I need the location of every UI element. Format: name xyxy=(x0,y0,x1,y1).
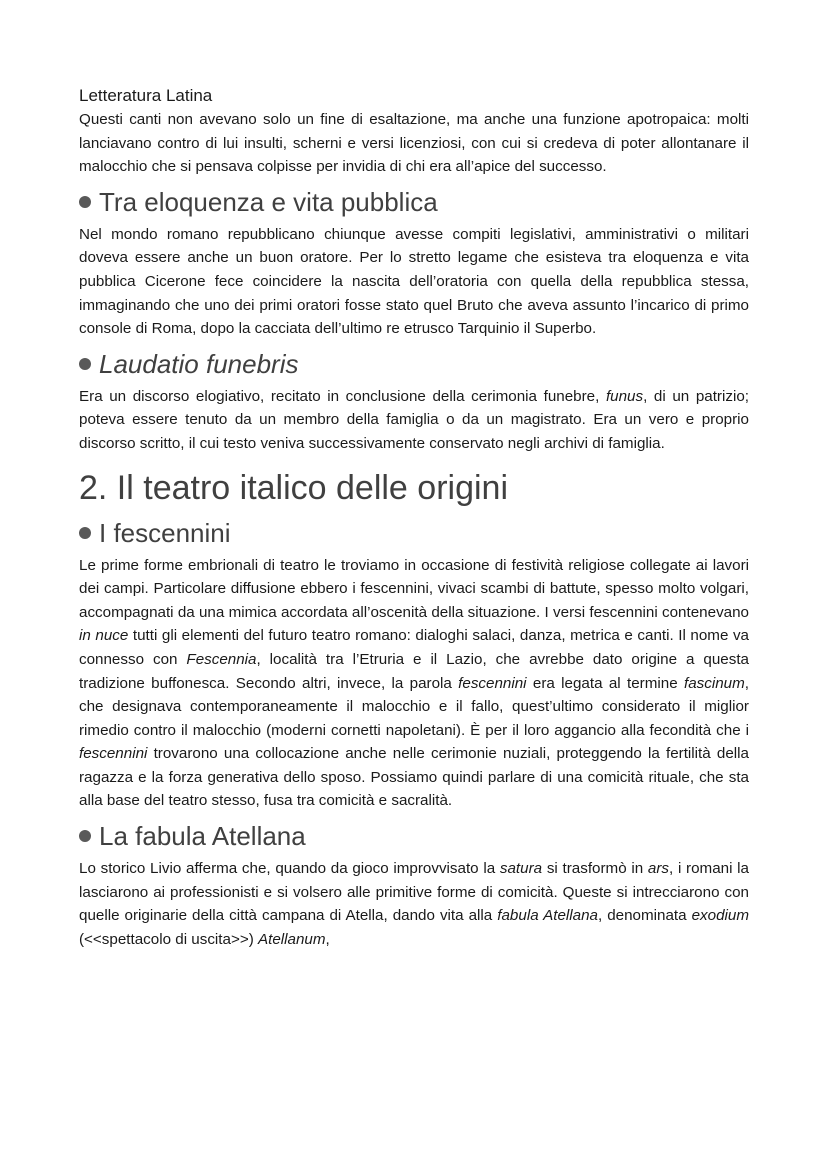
text-run: era legata al termine xyxy=(526,674,684,692)
text-run: , località tra l’Etruria e il Lazio, che avrebbe dato origine a questa tradizione buffonesca. Secondo altri, invece, la parola xyxy=(79,650,749,692)
text-run: (<<spettacolo di uscita>>) xyxy=(79,930,258,948)
paragraph-eloquenza: Nel mondo romano repubblicano chiunque avesse compiti legislativi, amministrativi o militari doveva essere anche un buon oratore. Per lo stretto legame che esisteva tra eloquenza e vita pubblica Cicerone fece coincidere la nascita dell’oratoria con quella della repubblica stessa, immaginando che uno dei primi oratori fosse stato quel Bruto che aveva assunto l’incarico di primo console di Roma, dopo la cacciata dell’ultimo re etrusco Tarquinio il Superbo. xyxy=(79,225,749,338)
text-run: tutti gli elementi del futuro teatro romano: dialoghi salaci, danza, metrica e canti. Il nome va connesso con xyxy=(79,627,749,668)
paragraph-laudatio xyxy=(79,385,749,456)
text-run: Era un discorso elogiativo, recitato in conclusione della cerimonia funebre, xyxy=(79,387,606,405)
text-run-italic: fescennini xyxy=(458,674,527,692)
text-run-italic: exodium xyxy=(691,907,750,925)
text-run-italic: fescennini xyxy=(79,745,148,763)
chapter-title: 2. Il teatro italico delle origini xyxy=(79,468,509,507)
bullet-icon xyxy=(79,358,91,370)
text-run-italic: Fescennia xyxy=(186,650,257,668)
paragraph-fescennini xyxy=(79,554,749,814)
text-run-italic: funus xyxy=(605,387,644,405)
text-run: , i romani la lasciarono ai professionisti e si volsero alle primitive forme di comicità. Queste si intrecciarono con quelle originarie della città campana di Atella, dando vita alla xyxy=(79,860,750,925)
page-header: Letteratura Latina xyxy=(79,86,213,105)
bullet-icon xyxy=(79,196,91,208)
text-run-italic: fabula Atellana xyxy=(497,907,598,925)
section-title: Laudatio funebris xyxy=(99,348,299,379)
text-run-italic: fascinum xyxy=(683,674,745,692)
text-run-italic: in nuce xyxy=(79,627,129,645)
section-title: Tra eloquenza e vita pubblica xyxy=(99,186,438,217)
text-run: , denominata xyxy=(597,907,692,925)
paragraph-intro: Questi canti non avevano solo un fine di esaltazione, ma anche una funzione apotropaica: molti lanciavano contro di lui insulti, scherni e versi licenziosi, con cui si credeva di poter allontanare il malocchio che si pensava colpisse per invidia di chi era all’apice del successo. xyxy=(79,111,749,176)
text-run-italic: satura xyxy=(499,860,543,878)
text-run: Lo storico Livio afferma che, quando da gioco improvvisato la xyxy=(79,860,500,878)
paragraph-atellana xyxy=(79,857,749,951)
text-run: , che designava contemporaneamente il malocchio e il fallo, quest’ultimo considerato il miglior rimedio contro il malocchio (moderni cornetti napoletani). È per il loro aggancio alla fecondità che i xyxy=(79,674,749,739)
text-run: , di un patrizio; poteva essere tenuto da un membro della famiglia o da un magistrato. Era un vero e proprio discorso scritto, il cui testo veniva successivamente conservato negli archivi di famiglia. xyxy=(79,387,749,452)
section-heading-fescennini xyxy=(79,516,749,550)
text-run: Le prime forme embrionali di teatro le troviamo in occasione di festività religiose collegate ai lavori dei campi. Particolare diffusione ebbero i fescennini, vivaci scambi di battute, spesso molto volgari, accompagnati da una mimica accordata all’oscenità della situazione. I versi fescennini contenevano xyxy=(79,556,749,621)
section-title: La fabula Atellana xyxy=(99,821,306,852)
section-title: I fescennini xyxy=(99,517,231,548)
text-run-italic: ars xyxy=(647,860,670,878)
text-run: , xyxy=(325,930,330,948)
text-run-italic: Atellanum xyxy=(257,930,326,948)
bullet-icon xyxy=(79,830,91,842)
text-run: trovarono una collocazione anche nelle cerimonie nuziali, proteggendo la fertilità della ragazza e la forza generativa dello sposo. Possiamo quindi parlare di una comicità rituale, che sta alla base del teatro stesso, fusa tra comicità e sacralità. xyxy=(79,745,749,810)
text-run: si trasformò in xyxy=(542,860,648,878)
section-heading-laudatio xyxy=(79,347,749,381)
section-heading-atellana xyxy=(79,819,749,853)
section-heading-eloquenza xyxy=(79,185,749,219)
bullet-icon xyxy=(79,527,91,539)
